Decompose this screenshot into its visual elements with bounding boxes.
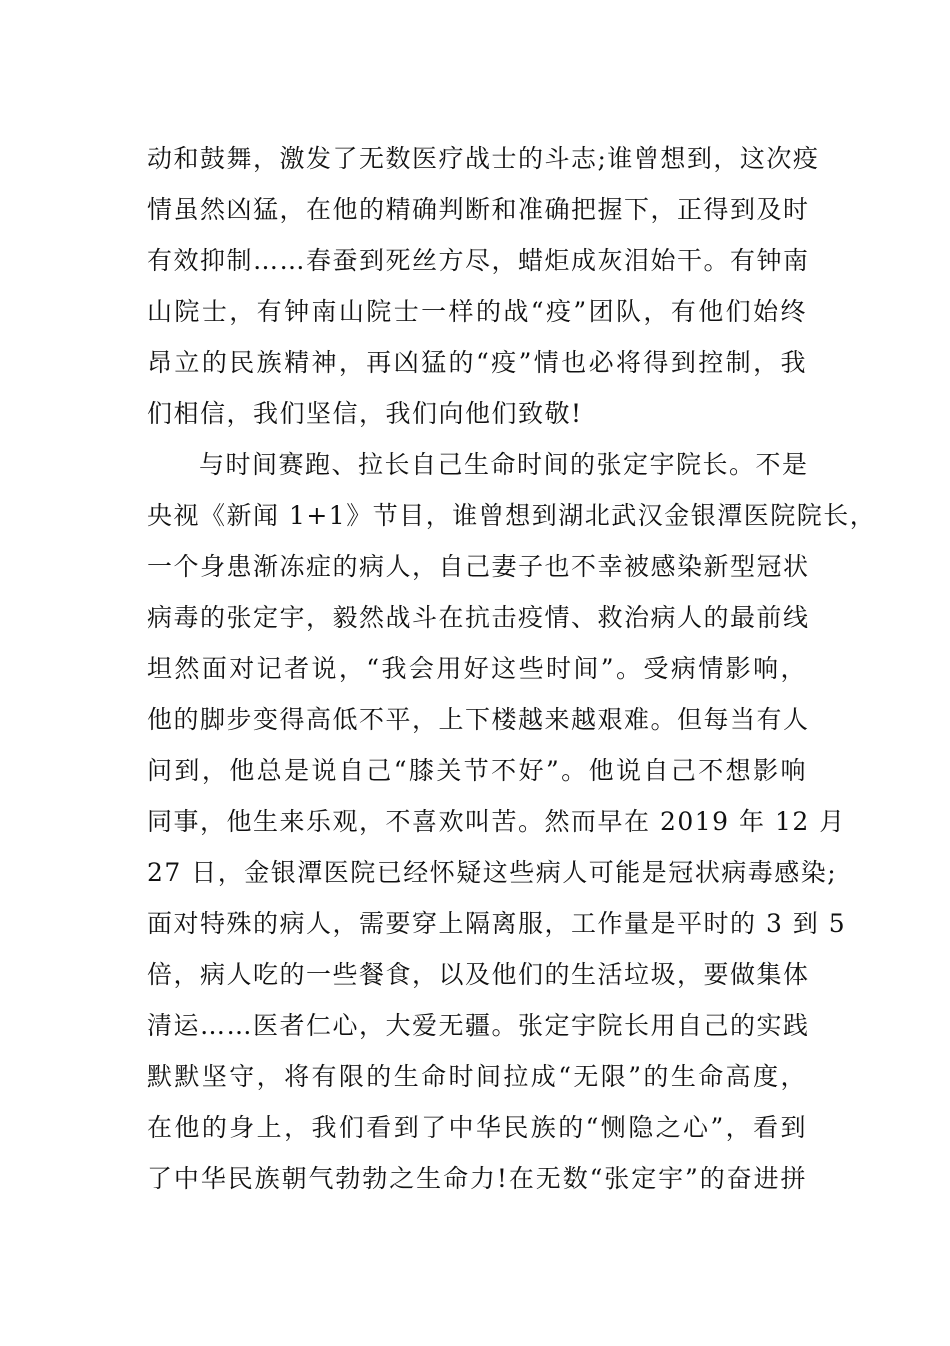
text-line: 山院士，有钟南山院士一样的战“疫”团队，有他们始终 bbox=[147, 297, 807, 326]
text-line: 们相信，我们坚信，我们向他们致敬! bbox=[147, 399, 583, 428]
text-line: 情虽然凶猛，在他的精确判断和准确把握下，正得到及时 bbox=[147, 195, 810, 224]
text-line: 病毒的张定宇，毅然战斗在抗击疫情、救治病人的最前线 bbox=[147, 603, 810, 632]
article-body bbox=[147, 133, 877, 1204]
text-line: 清运……医者仁心，大爱无疆。张定宇院长用自己的实践 bbox=[147, 1011, 810, 1040]
text-line: 有效抑制……春蚕到死丝方尽，蜡炬成灰泪始干。有钟南 bbox=[147, 246, 810, 275]
text-line: 央视《新闻 1+1》节目，谁曾想到湖北武汉金银潭医院院长， bbox=[147, 501, 877, 530]
text-line: 问到，他总是说自己“膝关节不好”。他说自己不想影响 bbox=[147, 756, 807, 785]
text-line: 在他的身上，我们看到了中华民族的“恻隐之心”，看到 bbox=[147, 1113, 807, 1142]
text-line: 默默坚守，将有限的生命时间拉成“无限”的生命高度， bbox=[147, 1062, 807, 1091]
paragraph-first-line: 与时间赛跑、拉长自己生命时间的张定宇院长。不是 bbox=[199, 450, 809, 479]
text-line: 昂立的民族精神，再凶猛的“疫”情也必将得到控制，我 bbox=[147, 348, 807, 377]
text-line: 了中华民族朝气勃勃之生命力!在无数“张定宇”的奋进拼 bbox=[147, 1164, 807, 1193]
text-line: 坦然面对记者说，“我会用好这些时间”。受病情影响， bbox=[147, 654, 807, 683]
text-line: 同事，他生来乐观，不喜欢叫苦。然而早在 2019 年 12 月 bbox=[147, 807, 846, 836]
text-line: 27 日，金银潭医院已经怀疑这些病人可能是冠状病毒感染; bbox=[147, 858, 838, 887]
text-line: 动和鼓舞，激发了无数医疗战士的斗志;谁曾想到，这次疫 bbox=[147, 144, 820, 173]
text-line: 面对特殊的病人，需要穿上隔离服，工作量是平时的 3 到 5 bbox=[147, 909, 847, 938]
text-line: 一个身患渐冻症的病人，自己妻子也不幸被感染新型冠状 bbox=[147, 552, 810, 581]
text-line: 倍，病人吃的一些餐食，以及他们的生活垃圾，要做集体 bbox=[147, 960, 810, 989]
text-line: 他的脚步变得高低不平，上下楼越来越艰难。但每当有人 bbox=[147, 705, 810, 734]
